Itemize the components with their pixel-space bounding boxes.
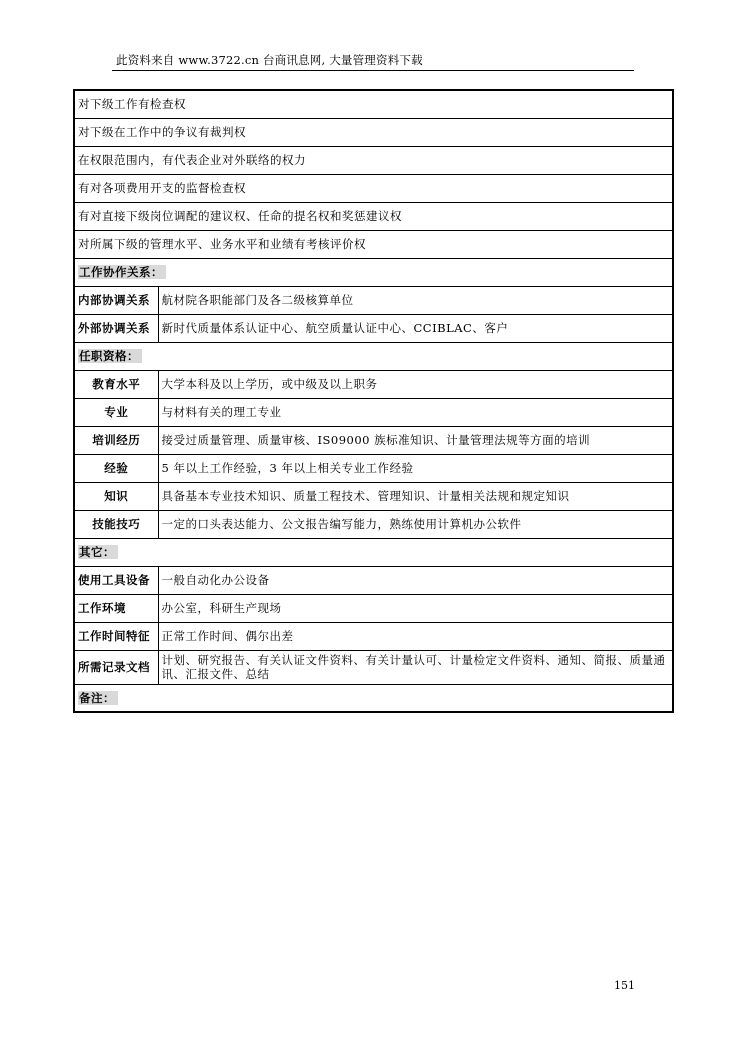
qualification-label: 经验 xyxy=(74,454,158,482)
other-value: 计划、研究报告、有关认证文件资料、有关计量认可、计量检定文件资料、通知、简报、质量通讯、汇报文件、总结 xyxy=(158,650,673,684)
authority-item: 有对直接下级岗位调配的建议权、任命的提名权和奖惩建议权 xyxy=(74,202,673,230)
qualification-label: 教育水平 xyxy=(74,370,158,398)
qualification-value: 具备基本专业技术知识、质量工程技术、管理知识、计量相关法规和规定知识 xyxy=(158,482,673,510)
page-number: 151 xyxy=(614,979,635,992)
table-row xyxy=(74,622,673,650)
section-title-qualifications: 任职资格： xyxy=(78,349,142,363)
authority-row xyxy=(74,90,673,118)
table-row xyxy=(74,650,673,684)
table-row xyxy=(74,286,673,314)
table-row xyxy=(74,510,673,538)
qualification-value: 5 年以上工作经验，3 年以上相关专业工作经验 xyxy=(158,454,673,482)
other-label: 所需记录文档 xyxy=(74,650,158,684)
qualification-value: 大学本科及以上学历，或中级及以上职务 xyxy=(158,370,673,398)
external-coordination-value: 新时代质量体系认证中心、航空质量认证中心、CCIBLAC、客户 xyxy=(158,314,673,342)
authority-item: 在权限范围内，有代表企业对外联络的权力 xyxy=(74,146,673,174)
qualification-value: 接受过质量管理、质量审核、IS09000 族标准知识、计量管理法规等方面的培训 xyxy=(158,426,673,454)
qualification-value: 一定的口头表达能力、公文报告编写能力，熟练使用计算机办公软件 xyxy=(158,510,673,538)
section-qualifications xyxy=(74,342,673,370)
page-header: 此资料来自 www.3722.cn 台商讯息网, 大量管理资料下载 xyxy=(116,53,423,67)
internal-coordination-label: 内部协调关系 xyxy=(74,286,158,314)
section-remarks xyxy=(74,684,673,712)
authority-item: 有对各项费用开支的监督检查权 xyxy=(74,174,673,202)
table-row xyxy=(74,594,673,622)
authority-item: 对下级工作有检查权 xyxy=(74,90,673,118)
other-value: 一般自动化办公设备 xyxy=(158,566,673,594)
header-divider xyxy=(112,70,634,71)
table-row xyxy=(74,482,673,510)
qualification-label: 专业 xyxy=(74,398,158,426)
authority-row xyxy=(74,202,673,230)
other-value: 办公室，科研生产现场 xyxy=(158,594,673,622)
other-label: 使用工具设备 xyxy=(74,566,158,594)
qualification-label: 技能技巧 xyxy=(74,510,158,538)
job-description-table xyxy=(73,89,674,713)
table-row xyxy=(74,314,673,342)
authority-row xyxy=(74,230,673,258)
section-title-remarks: 备注： xyxy=(78,691,118,705)
other-label: 工作时间特征 xyxy=(74,622,158,650)
section-title-cooperation: 工作协作关系： xyxy=(78,265,166,279)
authority-row xyxy=(74,174,673,202)
table-row xyxy=(74,426,673,454)
table-row xyxy=(74,370,673,398)
external-coordination-label: 外部协调关系 xyxy=(74,314,158,342)
qualification-label: 知识 xyxy=(74,482,158,510)
other-value: 正常工作时间、偶尔出差 xyxy=(158,622,673,650)
authority-row xyxy=(74,118,673,146)
qualification-value: 与材料有关的理工专业 xyxy=(158,398,673,426)
other-label: 工作环境 xyxy=(74,594,158,622)
qualification-label: 培训经历 xyxy=(74,426,158,454)
section-cooperation xyxy=(74,258,673,286)
table-row xyxy=(74,398,673,426)
internal-coordination-value: 航材院各职能部门及各二级核算单位 xyxy=(158,286,673,314)
authority-row xyxy=(74,146,673,174)
table-row xyxy=(74,454,673,482)
table-row xyxy=(74,566,673,594)
authority-item: 对所属下级的管理水平、业务水平和业绩有考核评价权 xyxy=(74,230,673,258)
section-title-other: 其它： xyxy=(78,545,118,559)
section-other xyxy=(74,538,673,566)
authority-item: 对下级在工作中的争议有裁判权 xyxy=(74,118,673,146)
